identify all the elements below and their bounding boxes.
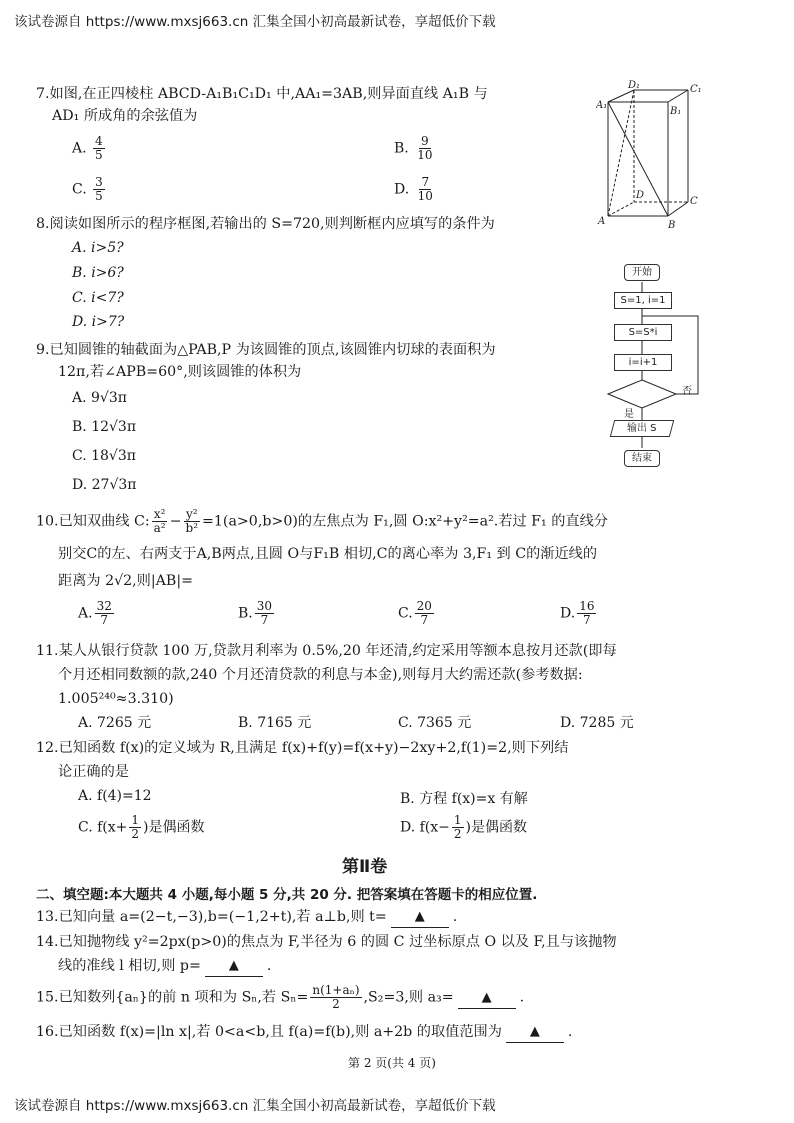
- q11-option-c: C. 7365 元: [398, 715, 472, 731]
- q16-answer-blank: ▲: [506, 1021, 564, 1043]
- label-c: C: [690, 196, 698, 207]
- q9-stem-line2: 12π,若∠APB=60°,则该圆锥的体积为: [58, 364, 302, 380]
- q8-option-b: B. i>6?: [72, 265, 124, 281]
- label-d1: D₁: [628, 80, 641, 91]
- q9-stem-line1: 9.已知圆锥的轴截面为△PAB,P 为该圆锥的顶点,该圆锥内切球的表面积为: [36, 342, 496, 358]
- q7-stem-line2: AD₁ 所成角的余弦值为: [52, 108, 198, 124]
- label-b: B: [668, 220, 676, 228]
- q7-stem-line1: 7.如图,在正四棱柱 ABCD-A₁B₁C₁D₁ 中,AA₁=3AB,则异面直线 A₁B 与: [36, 86, 488, 102]
- flow-output: 输出 S: [610, 420, 675, 437]
- q12-option-c: C. f(x+ $\frac{1}{2}$ )是偶函数: [78, 813, 205, 841]
- prism-figure: [596, 78, 706, 228]
- q10-option-d: D. $\frac{16}{7}$: [560, 599, 595, 627]
- q15: 15.已知数列{aₙ}的前 n 项和为 Sₙ,若 Sₙ= $\frac{\text{n(1+aₙ)}}{2}$ ,S₂=3,则 a₃= ▲ .: [36, 983, 525, 1011]
- q8-option-a: A. i>5?: [72, 240, 124, 256]
- q11-option-d: D. 7285 元: [560, 715, 634, 731]
- flow-no-label: 否: [682, 386, 692, 397]
- flow-increment: i=i+1: [614, 354, 672, 371]
- q10-stem-line1: 10.已知双曲线 C: $\frac{\text{x²}}{\text{a²}}$ − $\frac{\text{y²}}{\text{b²}}$ =1(a>0,b>0)的左焦点为 F₁,圆 O:x²+y²=a².若过 F₁ 的直线分: [36, 507, 608, 535]
- flow-start: 开始: [624, 264, 660, 281]
- q11-stem-line1: 11.某人从银行贷款 100 万,贷款月利率为 0.5%,20 年还清,约定采用等额本息按月还款(即每: [36, 643, 617, 659]
- q12-stem-line2: 论正确的是: [58, 764, 129, 780]
- q8-stem: 8.阅读如图所示的程序框图,若输出的 S=720,则判断框内应填写的条件为: [36, 216, 495, 232]
- q11-option-a: A. 7265 元: [78, 715, 152, 731]
- q10-option-b: B. $\frac{30}{7}$: [238, 599, 273, 627]
- q11-option-b: B. 7165 元: [238, 715, 312, 731]
- label-c1: C₁: [690, 84, 702, 95]
- q14-line2: 线的准线 l 相切,则 p= ▲ .: [58, 956, 271, 978]
- q10-stem-line3: 距离为 2√2,则|AB|=: [58, 573, 193, 589]
- flow-multiply: S=S*i: [614, 324, 672, 341]
- q9-option-c: C. 18√3π: [72, 448, 136, 464]
- q12-option-a: A. f(4)=12: [78, 788, 152, 804]
- q12-stem-line1: 12.已知函数 f(x)的定义域为 R,且满足 f(x)+f(y)=f(x+y)−2xy+2,f(1)=2,则下列结: [36, 740, 569, 756]
- q12-option-b: B. 方程 f(x)=x 有解: [400, 791, 528, 807]
- fill-in-heading: 二、填空题:本大题共 4 小题,每小题 5 分,共 20 分. 把答案填在答题卡的相应位置.: [36, 887, 538, 903]
- q8-option-d: D. i>7?: [72, 314, 125, 330]
- q14-line1: 14.已知抛物线 y²=2px(p>0)的焦点为 F,半径为 6 的圆 C 过坐标原点 O 以及 F,且与该抛物: [36, 934, 617, 950]
- q13-answer-blank: ▲: [391, 906, 449, 928]
- top-banner: 该试卷源自 https://www.mxsj663.cn 汇集全国小初高最新试卷，享超低价下载: [14, 14, 496, 30]
- bottom-banner: 该试卷源自 https://www.mxsj663.cn 汇集全国小初高最新试卷，享超低价下载: [14, 1098, 496, 1114]
- q13: 13.已知向量 a=(2−t,−3),b=(−1,2+t),若 a⊥b,则 t= ▲ .: [36, 907, 457, 929]
- q15-answer-blank: ▲: [458, 987, 516, 1009]
- q14-answer-blank: ▲: [205, 955, 263, 977]
- flow-yes-label: 是: [624, 409, 634, 420]
- q7-option-b: B. $\frac{9}{10}$: [394, 134, 433, 162]
- q9-option-a: A. 9√3π: [72, 390, 127, 406]
- q11-stem-line2: 个月还相同数额的款,240 个月还清贷款的利息与本金),则每月大约需还款(参考数据:: [58, 667, 583, 683]
- label-a: A: [598, 216, 606, 227]
- flow-init: S=1, i=1: [614, 292, 672, 309]
- q7-option-d: D. $\frac{7}{10}$: [394, 175, 433, 203]
- q8-option-c: C. i<7?: [72, 290, 124, 306]
- q7-option-c: C. $\frac{3}{5}$: [72, 175, 103, 203]
- flow-end: 结束: [624, 450, 660, 467]
- page-number: 第 2 页(共 4 页): [348, 1056, 436, 1070]
- q9-option-d: D. 27√3π: [72, 477, 137, 493]
- q10-stem-line2: 别交C的左、右两支于A,B两点,且圆 O与F₁B 相切,C的离心率为 3,F₁ 到 C的渐近线的: [58, 546, 598, 562]
- q12-option-d: D. f(x− $\frac{1}{2}$ )是偶函数: [400, 813, 528, 841]
- q9-option-b: B. 12√3π: [72, 419, 137, 435]
- label-a1: A₁: [596, 100, 608, 111]
- part-ii-title: 第Ⅱ卷: [342, 857, 388, 877]
- q16: 16.已知函数 f(x)=|ln x|,若 0<a<b,且 f(a)=f(b),则 a+2b 的取值范围为 ▲ .: [36, 1022, 572, 1044]
- label-b1: B₁: [670, 106, 682, 117]
- label-d: D: [636, 190, 645, 201]
- q10-option-a: A. $\frac{32}{7}$: [78, 599, 112, 627]
- q11-stem-line3: 1.005²⁴⁰≈3.310): [58, 691, 174, 707]
- q7-option-a: A. $\frac{4}{5}$: [72, 134, 103, 162]
- q10-option-c: C. $\frac{20}{7}$: [398, 599, 432, 627]
